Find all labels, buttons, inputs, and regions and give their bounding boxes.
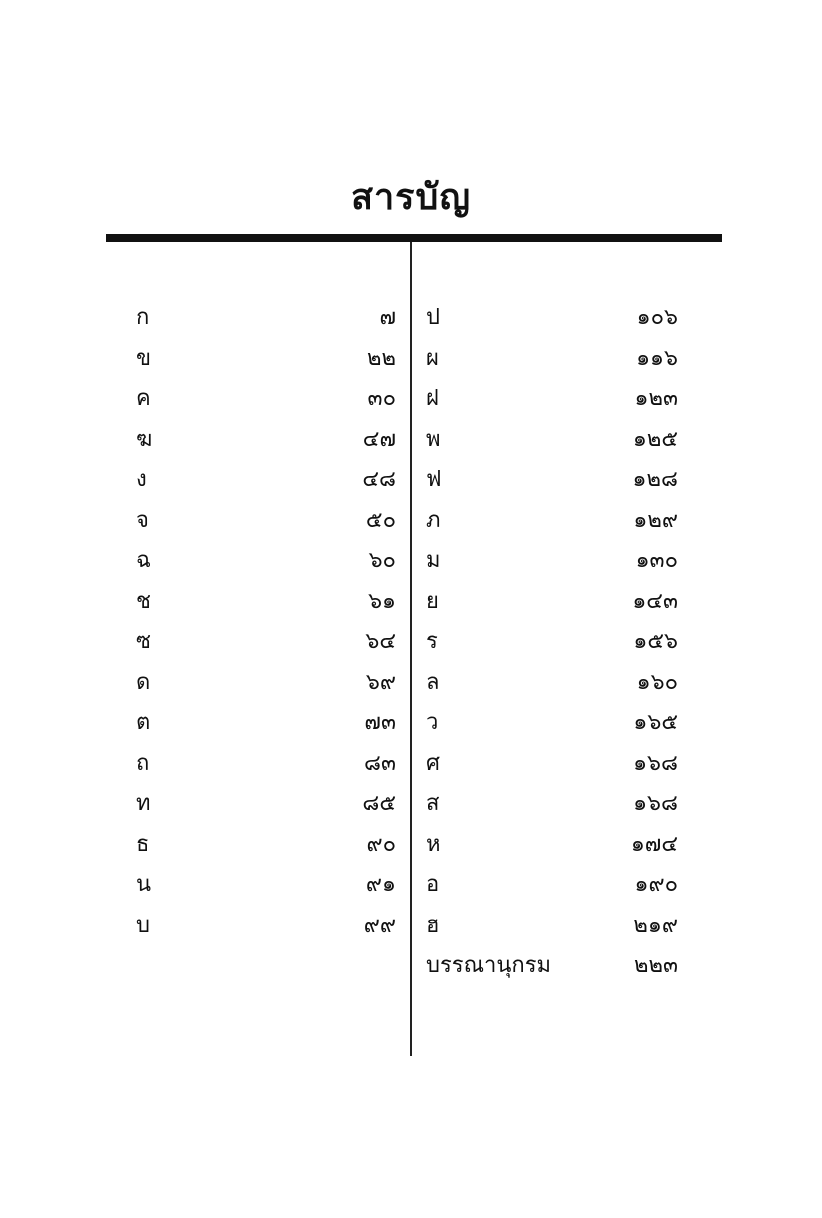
toc-entry-letter: ป	[426, 305, 440, 330]
toc-entry-letter: บรรณานุกรม	[426, 953, 552, 978]
title-rule	[106, 234, 722, 242]
toc-entry-letter: ร	[426, 629, 438, 654]
toc-entry-letter: ม	[426, 548, 441, 573]
toc-entry-letter: ศ	[426, 750, 440, 776]
toc-entry-letter: ฮ	[426, 912, 440, 938]
toc-entry	[426, 865, 678, 906]
toc-entry-page: ๔๘	[362, 467, 396, 492]
toc-entry-page: ๘๕	[362, 791, 396, 816]
toc-entry	[426, 946, 678, 987]
toc-entry-letter: ภ	[426, 507, 441, 533]
toc-entry-letter: ก	[136, 305, 150, 330]
toc-entry-letter: ฟ	[426, 467, 442, 492]
toc-entry	[426, 703, 678, 744]
toc-entry-letter: น	[136, 872, 152, 897]
toc-entry	[426, 784, 678, 825]
toc-entry-page: ๙๙	[363, 912, 396, 938]
toc-entry-letter: ถ	[136, 750, 150, 776]
toc-entry	[426, 298, 678, 339]
toc-entry-letter: ท	[136, 791, 151, 816]
toc-left-column	[126, 298, 396, 946]
toc-entry-letter: ย	[426, 588, 439, 614]
toc-entry-page: ๓๐	[367, 386, 396, 411]
toc-entry-page: ๒๑๙	[633, 912, 678, 938]
toc-entry	[426, 622, 678, 663]
toc-entry	[126, 865, 396, 906]
toc-entry	[426, 825, 678, 866]
toc-entry-page: ๗	[379, 305, 396, 330]
toc-entry-letter: ส	[426, 791, 440, 816]
toc-entry-page: ๙๑	[365, 872, 396, 897]
toc-entry-page: ๑๔๓	[632, 588, 678, 614]
toc-entry-page: ๑๒๘	[632, 467, 678, 492]
toc-entry-letter: บ	[136, 912, 150, 938]
toc-entry-letter: ฝ	[426, 386, 439, 411]
toc-entry-page: ๑๒๓	[634, 386, 678, 411]
toc-entry-page: ๕๐	[365, 507, 396, 533]
toc-entry	[126, 339, 396, 380]
toc-entry	[426, 744, 678, 785]
toc-entry	[126, 582, 396, 623]
toc-entry-page: ๑๑๖	[636, 345, 678, 371]
toc-entry-letter: ง	[136, 467, 147, 492]
toc-entry-letter: ธ	[136, 831, 150, 857]
toc-entry-page: ๒๒๓	[633, 953, 678, 978]
toc-entry-page: ๗๓	[364, 710, 396, 735]
toc-entry	[126, 906, 396, 947]
toc-entry-letter: ฆ	[136, 426, 153, 452]
toc-entry	[426, 339, 678, 380]
toc-entry-page: ๑๒๙	[633, 507, 678, 533]
toc-entry-page: ๑๖๘	[633, 750, 678, 776]
toc-entry-page: ๑๖๕	[633, 710, 678, 735]
toc-entry	[126, 460, 396, 501]
toc-entry	[126, 825, 396, 866]
page-title: สารบัญ	[350, 177, 472, 218]
toc-entry	[426, 460, 678, 501]
toc-entry	[126, 744, 396, 785]
toc-entry	[126, 298, 396, 339]
toc-entry-page: ๖๐	[368, 548, 396, 573]
toc-entry	[426, 420, 678, 461]
toc-entry	[426, 582, 678, 623]
toc-entry-page: ๘๓	[363, 750, 396, 776]
toc-entry-page: ๖๙	[365, 669, 396, 695]
toc-entry-letter: อ	[426, 872, 440, 897]
toc-entry-letter: ค	[136, 386, 151, 411]
toc-entry-page: ๖๑	[368, 588, 396, 614]
toc-entry-page: ๑๖๐	[636, 669, 678, 695]
toc-entry	[426, 906, 678, 947]
toc-entry	[126, 622, 396, 663]
toc-entry	[126, 420, 396, 461]
toc-entry	[126, 379, 396, 420]
toc-entry-page: ๑๕๖	[633, 629, 678, 654]
toc-entry	[426, 501, 678, 542]
toc-entry-letter: ช	[136, 588, 151, 614]
toc-entry-letter: ด	[136, 669, 151, 695]
toc-entry-page: ๔๗	[362, 426, 396, 452]
toc-entry-page: ๑๒๕	[632, 426, 678, 452]
toc-right-column	[426, 298, 678, 987]
toc-entry-page: ๑๗๔	[630, 831, 678, 857]
toc-entry-letter: ผ	[426, 345, 439, 371]
toc-entry-letter: ข	[136, 345, 152, 371]
toc-entry	[426, 663, 678, 704]
toc-entry-page: ๑๙๐	[634, 872, 678, 897]
toc-entry-letter: ห	[426, 831, 441, 857]
toc-entry	[126, 501, 396, 542]
toc-entry-letter: จ	[136, 507, 149, 533]
toc-entry-letter: พ	[426, 426, 441, 452]
toc-entry-page: ๑๖๘	[633, 791, 678, 816]
toc-entry-page: ๒๒	[366, 345, 396, 371]
toc-entry-page: ๙๐	[366, 831, 396, 857]
toc-entry	[126, 663, 396, 704]
toc-entry-letter: ต	[136, 710, 151, 735]
toc-entry	[126, 784, 396, 825]
column-divider	[410, 242, 412, 1056]
toc-entry-letter: ว	[426, 710, 439, 735]
toc-entry-page: ๖๔	[365, 629, 396, 654]
toc-entry-letter: ฉ	[136, 548, 151, 573]
toc-entry-page: ๑๓๐	[635, 548, 678, 573]
toc-entry	[126, 541, 396, 582]
toc-entry-letter: ซ	[136, 629, 151, 654]
toc-entry-letter: ล	[426, 669, 440, 695]
toc-entry-page: ๑๐๖	[636, 305, 678, 330]
toc-entry	[126, 703, 396, 744]
toc-entry	[426, 379, 678, 420]
toc-entry	[426, 541, 678, 582]
